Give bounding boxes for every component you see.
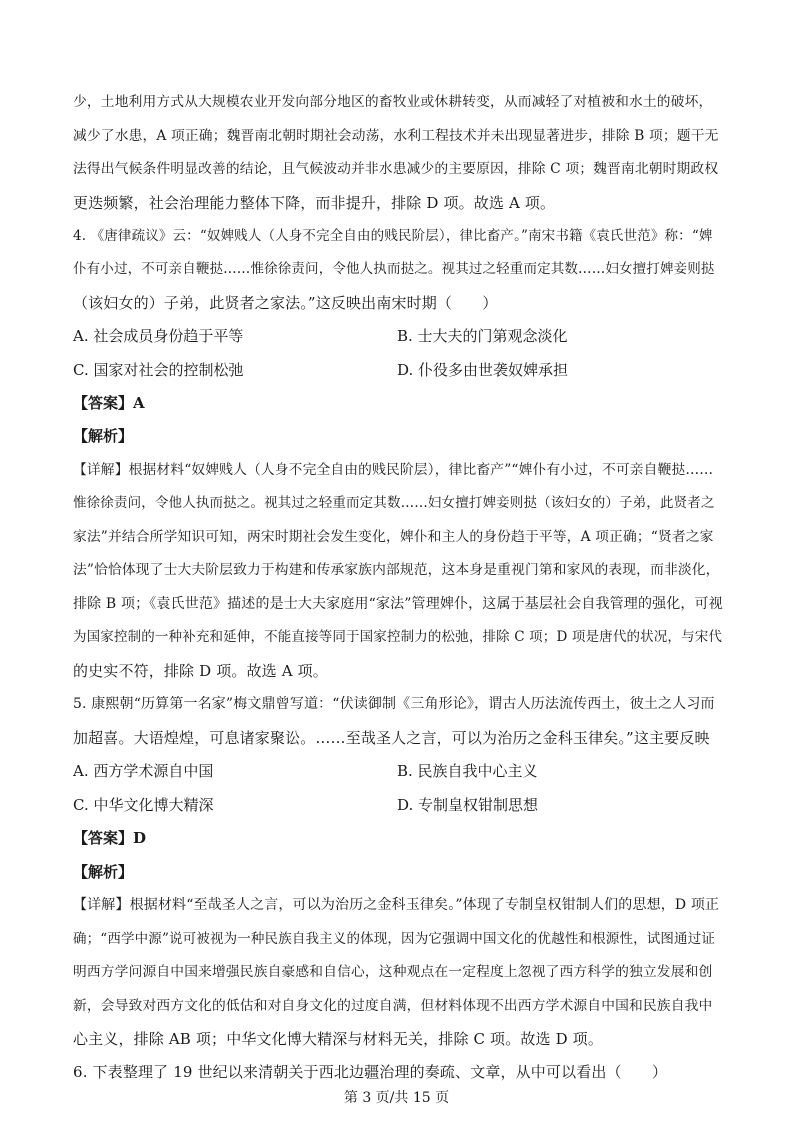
question-4-detail: 为国家控制的一种补充和延伸，不能直接等同于国家控制力的松弛，排除 C 项；D 项是唐代的状况，与宋代 (73, 629, 723, 645)
question-5-option-a: A. 西方学术源自中国 (73, 762, 214, 780)
question-5-detail: 心主义，排除 AB 项；中华文化博大精深与材料无关，排除 C 项。故选 D 项。 (73, 1030, 603, 1048)
question-5-stem: 5. 康熙朝“历算第一名家”梅文鼎曾写道：“伏读御制《三角形论》，谓古人历法流传西土，彼土之人习而 (73, 696, 715, 712)
question-5-option-c: C. 中华文化博大精深 (73, 796, 214, 814)
question-5-stem: 加超喜。大语煌煌，可息诸家聚讼。……至哉圣人之言，可以为治历之金科玉律矣。”这主要反映 (73, 729, 710, 747)
question-5-answer: 【答案】D (73, 829, 147, 847)
question-4-detail: 排除 B 项；《袁氏世范》描述的是士大夫家庭用“家法”管理婢仆，这属于基层社会自我管理的强化，可视 (73, 596, 723, 612)
question-4-answer: 【答案】A (73, 394, 145, 412)
question-5-detail: 【详解】根据材料“至哉圣人之言，可以为治历之金科玉律矣。”体现了专制皇权钳制人们的思想，D 项正 (73, 897, 720, 913)
question-4-option-a: A. 社会成员身份趋于平等 (73, 327, 244, 345)
question-5-analysis-label: 【解析】 (73, 863, 134, 881)
question-4-option-b: B. 士大夫的门第观念淡化 (397, 327, 568, 345)
question-5-detail: 新，会导致对西方文化的低估和对自身文化的过度自满，但材料体现不出西方学术源自中国和民族自我中 (73, 998, 713, 1014)
question-4-option-c: C. 国家对社会的控制松弛 (73, 361, 244, 379)
question-4-option-d: D. 仆役多由世袭奴婢承担 (397, 361, 569, 379)
question-4-stem: 4. 《唐律疏议》云：“奴婢贱人（人身不完全自由的贱民阶层），律比畜产。”南宋书籍《袁氏世范》称：“婢 (73, 228, 713, 244)
page-number-footer: 第 3 页/共 15 页 (343, 1090, 450, 1106)
question-4-detail: 家法”并结合所学知识可知，两宋时期社会发生变化，婢仆和主人的身份趋于平等，A 项正确；“贤者之家 (73, 529, 714, 545)
question-5-option-d: D. 专制皇权钳制思想 (397, 796, 539, 814)
question-4-stem: （该妇女的）子弟，此贤者之家法。”这反映出南宋时期（ ） (73, 294, 498, 312)
text-line: 更迭频繁，社会治理能力整体下降，而非提升，排除 D 项。故选 A 项。 (73, 194, 556, 212)
question-6-stem: 6. 下表整理了 19 世纪以来清朝关于西北边疆治理的奏疏、文章，从中可以看出（ ） (73, 1063, 668, 1081)
question-5-detail: 明西方学问源自中国来增强民族自豪感和自信心，这种观点在一定程度上忽视了西方科学的独立发展和创 (73, 964, 713, 980)
question-4-detail: 的史实不符，排除 D 项。故选 A 项。 (73, 662, 328, 680)
question-5-detail: 确；“西学中源”说可被视为一种民族自我主义的体现，因为它强调中国文化的优越性和根源性，试图通过证 (73, 931, 716, 947)
text-line: 法得出气候条件明显改善的结论，且气候波动并非水患减少的主要原因，排除 C 项；魏晋南北朝时期政权 (73, 161, 719, 177)
question-5-option-b: B. 民族自我中心主义 (397, 762, 538, 780)
question-4-detail: 【详解】根据材料“奴婢贱人（人身不完全自由的贱民阶层），律比畜产”“婢仆有小过，不可亲自鞭挞…… (73, 462, 714, 478)
question-4-stem: 仆有小过，不可亲自鞭挞……惟徐徐责问，令他人执而挞之。视其过之轻重而定其数……妇女擅打婢妾则挞 (73, 261, 715, 277)
text-line: 减少了水患，A 项正确；魏晋南北朝时期社会动荡，水利工程技术并未出现显著进步，排除 B 项；题干无 (73, 128, 719, 144)
question-4-analysis-label: 【解析】 (73, 427, 134, 445)
question-4-detail: 法”恰恰体现了士大夫阶层致力于构建和传承家族内部规范，这本身是重视门第和家风的表现，而非淡化， (73, 562, 720, 578)
question-4-detail: 惟徐徐责问，令他人执而挞之。视其过之轻重而定其数……妇女擅打婢妾则挞（该妇女的）子弟，此贤者之 (73, 495, 715, 511)
text-line: 少，土地利用方式从大规模农业开发向部分地区的畜牧业或休耕转变，从而减轻了对植被和水土的破坏， (73, 94, 713, 110)
